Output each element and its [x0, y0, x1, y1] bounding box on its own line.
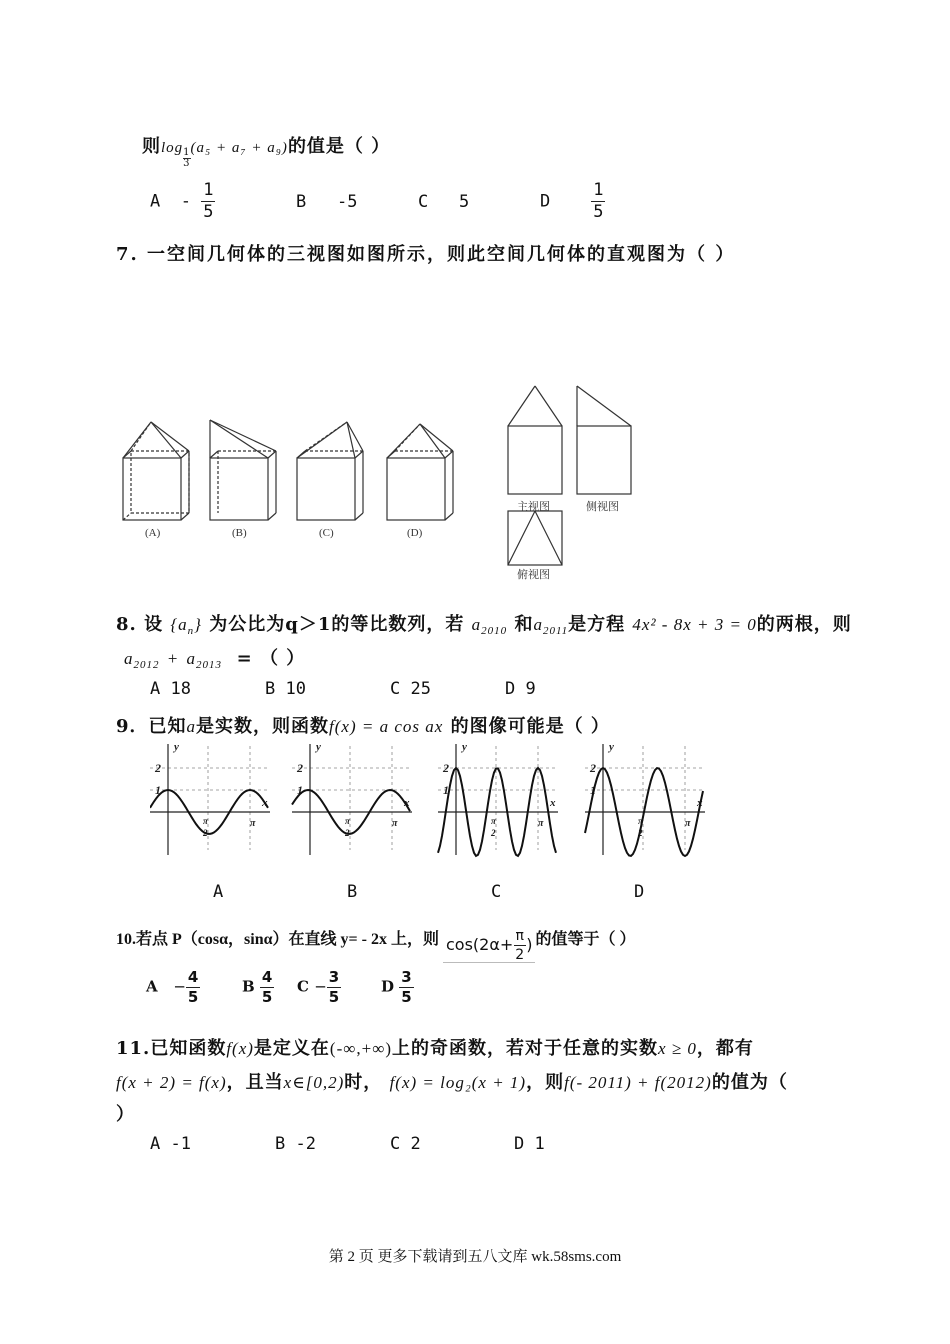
- q9-option-b[interactable]: B: [347, 882, 358, 902]
- tick-label-pi-half-num: π: [203, 816, 208, 826]
- q11-option-d[interactable]: D 1: [514, 1134, 545, 1154]
- q8-option-b[interactable]: B 10: [265, 679, 306, 699]
- q7-option-b-figure: [210, 420, 276, 520]
- q11-option-b[interactable]: B -2: [275, 1134, 316, 1154]
- tick-label-1: 1: [590, 783, 596, 797]
- tick-label-2: 2: [155, 761, 161, 775]
- q9-option-a[interactable]: A: [213, 882, 224, 902]
- q9-graph-b: [292, 741, 412, 855]
- tick-label-pi-half-num: π: [345, 816, 350, 826]
- q11-stem: 11.已知函数f(x)是定义在(-∞,+∞)上的奇函数，若对于任意的实数x ≥ 0，都有: [116, 1038, 754, 1059]
- tick-label-pi: π: [392, 818, 398, 829]
- q7-option-d-figure: [387, 424, 453, 520]
- tick-label-pi: π: [538, 818, 544, 829]
- q11-stem-line3: ）: [116, 1104, 135, 1125]
- y-axis-label: y: [462, 741, 467, 753]
- q9-graphs: [150, 740, 710, 860]
- tick-label-2: 2: [443, 761, 449, 775]
- q6-option-c[interactable]: C 5: [418, 192, 470, 212]
- q11-option-c[interactable]: C 2: [390, 1134, 421, 1154]
- tick-label-1: 1: [443, 783, 449, 797]
- q7-label-d: (D): [407, 527, 423, 539]
- tick-label-pi-half-den: 2: [203, 828, 208, 838]
- q8-option-a[interactable]: A 18: [150, 679, 191, 699]
- q11-stem-line2: f(x + 2) = f(x)，且当x∈[0,2)时， f(x) = log₂(x + 1)，则f(- 2011) + f(2012)的值为（: [116, 1072, 788, 1093]
- q6-stem: 则log $\frac{1}{3}$ (a₅ + a₇ + a₉)的值是（ ）: [142, 136, 391, 169]
- q6-option-a[interactable]: A - $\frac{1}{5}$: [150, 180, 214, 222]
- tick-label-pi-half-num: π: [638, 816, 643, 826]
- tick-label-pi: π: [685, 818, 691, 829]
- q7-label-front-view: 主视图: [517, 501, 550, 513]
- y-axis-label: y: [174, 741, 179, 753]
- q7-label-top-view: 俯视图: [517, 569, 550, 581]
- q7-label-a: (A): [145, 527, 161, 539]
- q10-option-b[interactable]: B $\frac{4}{5}$: [242, 968, 273, 1006]
- tick-label-pi-half-num: π: [491, 816, 496, 826]
- q7-three-views: [508, 386, 631, 565]
- x-axis-label: x: [262, 797, 268, 809]
- q9-stem: 9．已知a是实数，则函数f(x) = a cos ax 的图像可能是（ ）: [116, 716, 610, 737]
- tick-label-2: 2: [590, 761, 596, 775]
- q7-label-b: (B): [232, 527, 247, 539]
- q7-figure: [115, 378, 655, 583]
- q9-option-c[interactable]: C: [491, 882, 502, 902]
- page-footer: 第 2 页 更多下载请到五八文库 wk.58sms.com: [328, 1249, 622, 1265]
- q8-stem-line2: $a_{2012} + a_{2013}$ = （ ）: [124, 648, 306, 671]
- x-axis-label: x: [697, 797, 703, 809]
- q6-option-d[interactable]: D $\frac{1}{5}$: [540, 180, 604, 222]
- q9-option-d[interactable]: D: [634, 882, 645, 902]
- tick-label-1: 1: [155, 783, 161, 797]
- q6-option-b[interactable]: B -5: [296, 192, 358, 212]
- q11-option-a[interactable]: A -1: [150, 1134, 191, 1154]
- q8-option-c[interactable]: C 25: [390, 679, 431, 699]
- tick-label-2: 2: [297, 761, 303, 775]
- tick-label-pi-half-den: 2: [345, 828, 350, 838]
- q7-label-c: (C): [319, 527, 334, 539]
- q10-stem: 10.若点 P（cosα，sinα）在直线 y= ‐ 2x 上，则 cos(2α+ $\frac{\pi}{2}$ ) 的值等于（ ）: [116, 928, 636, 963]
- q10-option-d[interactable]: D $\frac{3}{5}$: [381, 968, 412, 1006]
- q7-stem: 7. 一空间几何体的三视图如图所示，则此空间几何体的直观图为（ ）: [116, 244, 736, 265]
- q7-option-c-figure: [297, 422, 363, 520]
- x-axis-label: x: [404, 797, 410, 809]
- q7-label-side-view: 侧视图: [586, 501, 619, 513]
- tick-label-1: 1: [297, 783, 303, 797]
- y-axis-label: y: [316, 741, 321, 753]
- x-axis-label: x: [550, 797, 556, 809]
- q10-option-a[interactable]: A − $\frac{4}{5}$: [146, 968, 199, 1006]
- tick-label-pi: π: [250, 818, 256, 829]
- q7-option-a-figure: [123, 422, 189, 520]
- y-axis-label: y: [609, 741, 614, 753]
- q9-graph-c: [438, 741, 558, 856]
- tick-label-pi-half-den: 2: [491, 828, 496, 838]
- q9-graph-a: [150, 741, 270, 855]
- q10-option-c[interactable]: C − $\frac{3}{5}$: [297, 968, 340, 1006]
- tick-label-pi-half-den: 2: [638, 828, 643, 838]
- q9-graph-d: [585, 741, 705, 856]
- q8-stem: 8. 设 $\{a_n\}$ 为公比为q＞1的等比数列，若 $a_{2010}$ 和$a_{2011}$是方程 4x² - 8x + 3 = 0的两根，则: [116, 614, 852, 637]
- q8-option-d[interactable]: D 9: [505, 679, 536, 699]
